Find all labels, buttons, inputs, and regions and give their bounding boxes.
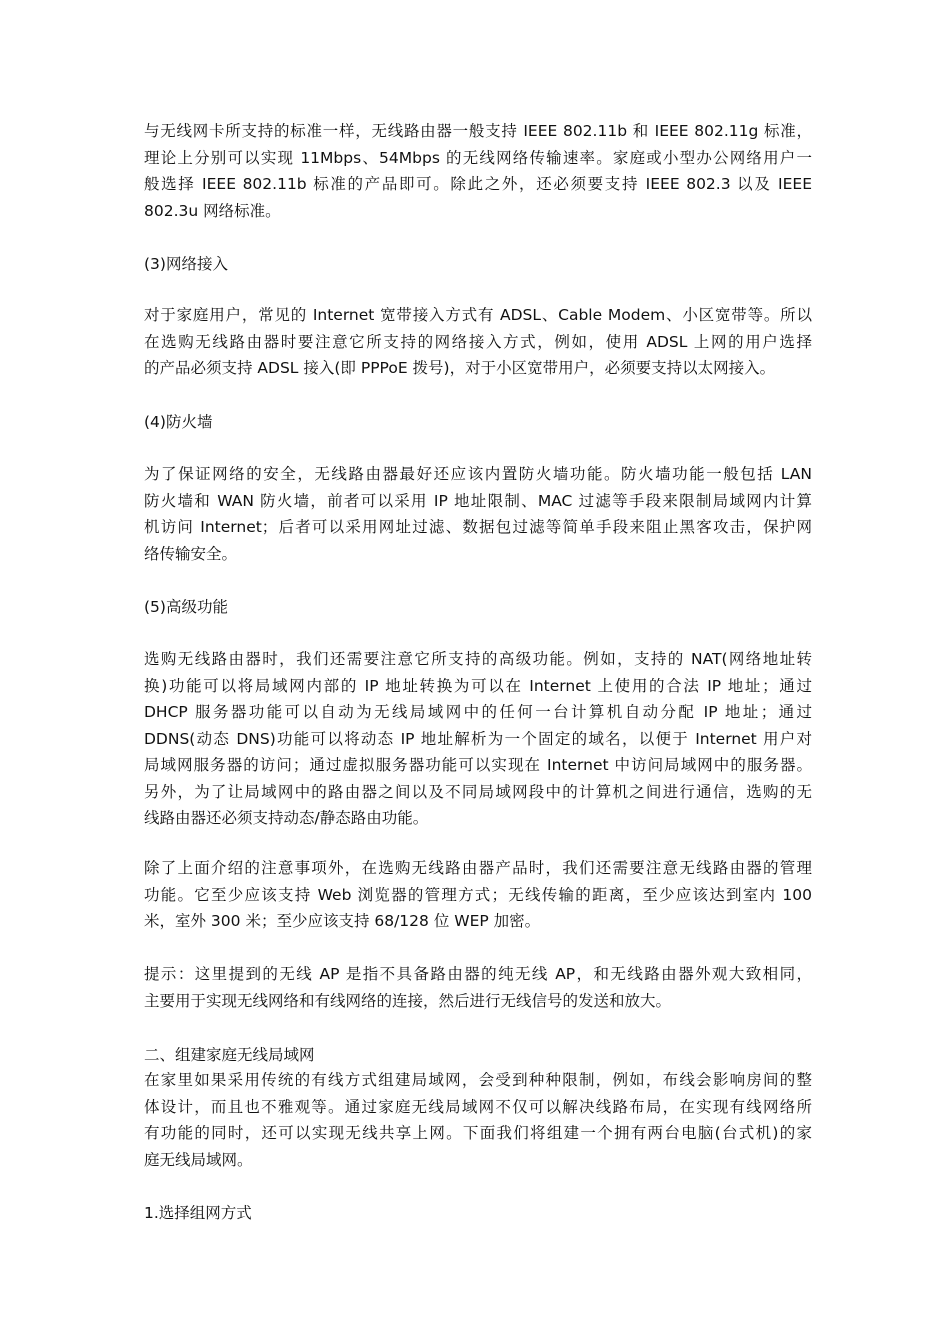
paragraph-advanced-features	[144, 646, 812, 832]
text-line: 换)功能可以将局域网内部的 IP 地址转换为可以在 Internet 上使用的合法 IP 地址；通过	[144, 676, 812, 695]
text-line: 庭无线局域网。	[144, 1150, 253, 1169]
text-line: 提示：这里提到的无线 AP 是指不具备路由器的纯无线 AP，和无线路由器外观大致相同，	[144, 965, 812, 983]
heading-choose-network-method: 1.选择组网方式	[144, 1204, 252, 1222]
text-line: 在家里如果采用传统的有线方式组建局域网，会受到种种限制，例如，布线会影响房间的整	[144, 1071, 812, 1089]
text-line: 在选购无线路由器时要注意它所支持的网络接入方式，例如，使用 ADSL 上网的用户选择	[144, 332, 812, 351]
heading-advanced-features: (5)高级功能	[144, 598, 228, 616]
paragraph-network-access	[144, 302, 812, 382]
text-line: 选购无线路由器时，我们还需要注意它所支持的高级功能。例如，支持的 NAT(网络地址转	[144, 650, 812, 668]
text-line: 主要用于实现无线网络和有线网络的连接，然后进行无线信号的发送和放大。	[144, 991, 672, 1010]
paragraph-wireless-standards	[144, 118, 812, 224]
text-line: 般选择 IEEE 802.11b 标准的产品即可。除此之外，还必须要支持 IEEE 802.3 以及 IEEE	[144, 175, 812, 193]
text-line: 局域网服务器的访问；通过虚拟服务器功能可以实现在 Internet 中访问局域网中的服务器。	[144, 756, 812, 774]
heading-network-access: (3)网络接入	[144, 255, 228, 273]
text-line: 与无线网卡所支持的标准一样，无线路由器一般支持 IEEE 802.11b 和 IEEE 802.11g 标准，	[144, 122, 812, 140]
text-line: 机访问 Internet；后者可以采用网址过滤、数据包过滤等简单手段来阻止黑客攻击，保护网	[144, 518, 812, 536]
paragraph-home-wlan-intro	[144, 1067, 812, 1173]
heading-firewall: (4)防火墙	[144, 413, 213, 431]
paragraph-management	[144, 855, 812, 935]
text-line: 的产品必须支持 ADSL 接入(即 PPPoE 拨号)，对于小区宽带用户，必须要支持以太网接入。	[144, 359, 776, 377]
text-line: 除了上面介绍的注意事项外，在选购无线路由器产品时，我们还需要注意无线路由器的管理	[144, 859, 812, 877]
paragraph-firewall	[144, 461, 812, 567]
text-line: 线路由器还必须支持动态/静态路由功能。	[144, 809, 429, 827]
text-line: 体设计，而且也不雅观等。通过家庭无线局域网不仅可以解决线路布局，在实现有线网络所	[144, 1097, 812, 1116]
text-line: 为了保证网络的安全，无线路由器最好还应该内置防火墙功能。防火墙功能一般包括 LAN	[144, 465, 812, 483]
text-line: 有功能的同时，还可以实现无线共享上网。下面我们将组建一个拥有两台电脑(台式机)的家	[144, 1124, 812, 1142]
text-line: 另外，为了让局域网中的路由器之间以及不同局域网段中的计算机之间进行通信，选购的无	[144, 782, 812, 801]
text-line: DHCP 服务器功能可以自动为无线局域网中的任何一台计算机自动分配 IP 地址；通过	[144, 703, 812, 721]
text-line: 理论上分别可以实现 11Mbps、54Mbps 的无线网络传输速率。家庭或小型办公网络用户一	[144, 148, 812, 167]
text-line: 米，室外 300 米；至少应该支持 68/128 位 WEP 加密。	[144, 912, 541, 930]
text-line: DDNS(动态 DNS)功能可以将动态 IP 地址解析为一个固定的域名，以便于 Internet 用户对	[144, 729, 812, 748]
section-title-home-wlan: 二、组建家庭无线局域网	[144, 1046, 315, 1064]
text-line: 功能。它至少应该支持 Web 浏览器的管理方式；无线传输的距离，至少应该达到室内 100	[144, 885, 812, 904]
text-line: 对于家庭用户，常见的 Internet 宽带接入方式有 ADSL、Cable Modem、小区宽带等。所以	[144, 306, 812, 324]
text-line: 802.3u 网络标准。	[144, 201, 281, 220]
text-line: 络传输安全。	[144, 544, 238, 563]
paragraph-tip	[144, 961, 812, 1014]
text-line: 防火墙和 WAN 防火墙，前者可以采用 IP 地址限制、MAC 过滤等手段来限制局域网内计算	[144, 491, 812, 510]
